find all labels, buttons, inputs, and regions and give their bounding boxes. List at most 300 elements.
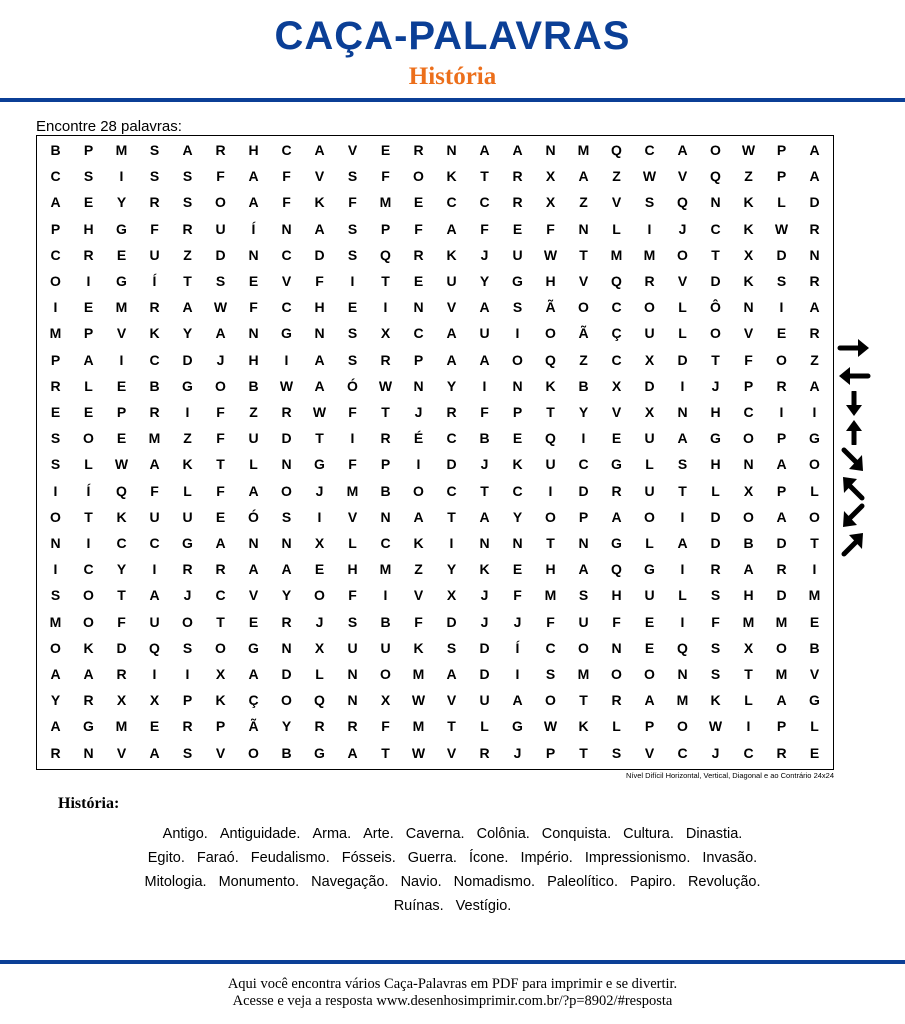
grid-letter: A bbox=[743, 561, 754, 578]
grid-letter: T bbox=[480, 482, 489, 499]
grid-letter: J bbox=[183, 587, 192, 604]
grid-letter: A bbox=[215, 535, 226, 551]
grid-letter: A bbox=[809, 299, 820, 316]
grid-letter: R bbox=[479, 744, 490, 761]
arrow-down-right-icon bbox=[836, 447, 872, 473]
grid-letter: Y bbox=[446, 377, 457, 394]
grid-letter: P bbox=[83, 325, 94, 342]
grid-letter: D bbox=[776, 587, 787, 604]
grid-letter: I bbox=[581, 430, 586, 447]
word-list-item: Feudalismo. bbox=[250, 850, 330, 866]
grid-letter: H bbox=[83, 220, 94, 237]
grid-letter: I bbox=[53, 299, 58, 316]
grid-letter: E bbox=[314, 561, 325, 578]
grid-letter: I bbox=[152, 666, 157, 682]
grid-letter: P bbox=[776, 168, 787, 185]
grid-letter: P bbox=[182, 692, 193, 709]
grid-letter: A bbox=[83, 666, 94, 682]
grid-letter: K bbox=[182, 456, 193, 473]
grid-letter: N bbox=[281, 456, 292, 473]
grid-cells bbox=[37, 136, 833, 769]
grid-letter: G bbox=[512, 273, 523, 289]
grid-letter: T bbox=[744, 666, 753, 682]
grid-letter: J bbox=[480, 587, 489, 604]
word-list-item: Paleolítico. bbox=[547, 874, 618, 890]
grid-letter: R bbox=[611, 482, 622, 499]
grid-letter: D bbox=[809, 194, 820, 211]
grid-letter: D bbox=[281, 666, 292, 682]
grid-letter: A bbox=[314, 142, 325, 158]
grid-letter: E bbox=[809, 744, 820, 761]
grid-letter: G bbox=[116, 220, 127, 237]
grid-letter: A bbox=[182, 142, 193, 158]
grid-letter: Q bbox=[545, 430, 556, 447]
grid-letter: S bbox=[710, 587, 721, 604]
grid-letter: L bbox=[678, 325, 687, 342]
grid-letter: N bbox=[578, 220, 589, 237]
grid-letter: O bbox=[50, 639, 61, 656]
grid-letter: N bbox=[611, 639, 622, 656]
word-list-item: Navegação. bbox=[311, 874, 389, 890]
grid-letter: S bbox=[50, 430, 61, 447]
grid-letter: S bbox=[677, 456, 688, 473]
grid-letter: O bbox=[743, 430, 754, 447]
grid-letter: U bbox=[644, 587, 655, 604]
grid-letter: R bbox=[776, 561, 787, 578]
grid-letter: N bbox=[413, 299, 424, 316]
grid-letter: K bbox=[149, 325, 160, 342]
grid-letter: A bbox=[446, 325, 457, 342]
grid-letter: S bbox=[446, 639, 457, 656]
instruction-text: Encontre 28 palavras: bbox=[36, 118, 182, 135]
grid-letter: I bbox=[548, 482, 553, 499]
grid-letter: N bbox=[281, 639, 292, 656]
grid-letter: D bbox=[710, 508, 721, 525]
grid-letter: A bbox=[776, 692, 787, 709]
grid-letter: K bbox=[512, 456, 523, 473]
grid-letter: R bbox=[776, 744, 787, 761]
grid-letter: B bbox=[479, 430, 490, 447]
grid-letter: E bbox=[50, 404, 61, 420]
grid-letter: R bbox=[512, 194, 523, 211]
grid-letter: U bbox=[380, 639, 391, 656]
grid-letter: X bbox=[743, 639, 754, 656]
grid-letter: M bbox=[115, 142, 128, 158]
grid-letter: A bbox=[83, 351, 94, 368]
grid-letter: Z bbox=[579, 351, 588, 368]
grid-letter: R bbox=[149, 404, 160, 420]
grid-letter: K bbox=[710, 692, 721, 709]
grid-letter: S bbox=[149, 168, 160, 185]
grid-letter: A bbox=[248, 168, 259, 185]
grid-letter: Í bbox=[251, 220, 256, 237]
grid-letter: E bbox=[809, 613, 820, 630]
grid-letter: V bbox=[611, 194, 622, 211]
grid-letter: Ç bbox=[611, 325, 622, 342]
grid-letter: U bbox=[149, 613, 160, 630]
grid-letter: C bbox=[446, 430, 457, 447]
grid-letter: R bbox=[149, 299, 160, 316]
grid-letter: F bbox=[216, 482, 225, 499]
grid-letter: U bbox=[149, 246, 160, 263]
grid-letter: O bbox=[215, 377, 226, 394]
grid-letter: Z bbox=[810, 351, 819, 368]
word-list-item: Cultura. bbox=[623, 826, 674, 842]
grid-letter: U bbox=[215, 220, 226, 237]
grid-letter: E bbox=[83, 299, 94, 316]
grid-letter: W bbox=[642, 168, 657, 185]
grid-letter: C bbox=[380, 535, 391, 551]
word-search-grid bbox=[36, 135, 834, 770]
grid-letter: R bbox=[83, 692, 94, 709]
grid-letter: V bbox=[446, 744, 457, 761]
grid-letter: S bbox=[611, 744, 622, 761]
grid-letter: I bbox=[53, 561, 58, 578]
grid-letter: C bbox=[677, 744, 688, 761]
grid-letter: Q bbox=[677, 639, 688, 656]
grid-letter: T bbox=[381, 273, 390, 289]
grid-letter: X bbox=[380, 692, 391, 709]
grid-letter: D bbox=[578, 482, 589, 499]
grid-letter: A bbox=[479, 299, 490, 316]
grid-letter: E bbox=[644, 639, 655, 656]
grid-letter: E bbox=[380, 142, 391, 158]
grid-letter: N bbox=[83, 744, 94, 761]
grid-letter: O bbox=[611, 666, 622, 682]
grid-letter: S bbox=[182, 168, 193, 185]
grid-letter: A bbox=[677, 142, 688, 158]
word-list-line bbox=[50, 894, 855, 918]
grid-letter: R bbox=[611, 692, 622, 709]
grid-letter: C bbox=[50, 168, 61, 185]
grid-letter: A bbox=[809, 168, 820, 185]
grid-letter: G bbox=[611, 456, 622, 473]
grid-letter: A bbox=[479, 508, 490, 525]
grid-letter: V bbox=[677, 168, 688, 185]
grid-letter: B bbox=[809, 639, 820, 656]
grid-letter: U bbox=[182, 508, 193, 525]
grid-letter: C bbox=[215, 587, 226, 604]
grid-letter: Y bbox=[512, 508, 523, 525]
grid-letter: Y bbox=[116, 194, 127, 211]
grid-letter: S bbox=[347, 613, 358, 630]
grid-letter: A bbox=[281, 561, 292, 578]
grid-letter: S bbox=[710, 666, 721, 682]
grid-letter: M bbox=[577, 666, 590, 682]
grid-letter: G bbox=[314, 456, 325, 473]
grid-letter: G bbox=[116, 273, 127, 289]
grid-letter: A bbox=[314, 220, 325, 237]
grid-letter: H bbox=[248, 142, 259, 158]
grid-letter: G bbox=[809, 692, 820, 709]
grid-letter: C bbox=[710, 220, 721, 237]
grid-letter: D bbox=[677, 351, 688, 368]
word-list-item: Papiro. bbox=[630, 874, 676, 890]
grid-letter: T bbox=[216, 456, 225, 473]
page-title: CAÇA-PALAVRAS bbox=[274, 14, 631, 58]
grid-letter: F bbox=[414, 220, 423, 237]
grid-letter: N bbox=[248, 325, 259, 342]
grid-letter: S bbox=[710, 639, 721, 656]
grid-letter: K bbox=[743, 220, 754, 237]
grid-letter: H bbox=[314, 299, 325, 316]
grid-letter: R bbox=[314, 718, 325, 735]
grid-letter: J bbox=[480, 613, 489, 630]
grid-letter: L bbox=[183, 482, 192, 499]
grid-letter: U bbox=[644, 325, 655, 342]
word-list-item: Colônia. bbox=[476, 826, 530, 842]
grid-letter: I bbox=[86, 273, 91, 289]
grid-letter: V bbox=[281, 273, 292, 289]
grid-letter: F bbox=[249, 299, 258, 316]
grid-letter: C bbox=[50, 246, 61, 263]
grid-letter: L bbox=[612, 220, 621, 237]
grid-letter: F bbox=[216, 404, 225, 420]
grid-letter: G bbox=[182, 535, 193, 551]
grid-letter: K bbox=[314, 194, 325, 211]
word-list-item: Caverna. bbox=[405, 826, 465, 842]
top-divider bbox=[0, 98, 905, 102]
grid-letter: J bbox=[414, 404, 423, 420]
grid-letter: O bbox=[380, 666, 391, 682]
grid-letter: T bbox=[84, 508, 93, 525]
grid-letter: T bbox=[216, 613, 225, 630]
grid-letter: E bbox=[116, 377, 127, 394]
grid-letter: O bbox=[776, 351, 787, 368]
grid-letter: F bbox=[117, 613, 126, 630]
grid-letter: A bbox=[149, 587, 160, 604]
grid-letter: M bbox=[544, 587, 557, 604]
grid-letter: N bbox=[479, 535, 490, 551]
grid-letter: F bbox=[150, 220, 159, 237]
grid-letter: U bbox=[644, 482, 655, 499]
grid-letter: P bbox=[380, 220, 391, 237]
grid-letter: X bbox=[380, 325, 391, 342]
grid-letter: O bbox=[83, 430, 94, 447]
grid-letter: A bbox=[149, 456, 160, 473]
word-list-item: Navio. bbox=[400, 874, 442, 890]
grid-letter: L bbox=[84, 456, 93, 473]
grid-letter: I bbox=[680, 613, 685, 630]
grid-letter: K bbox=[116, 508, 127, 525]
grid-letter: G bbox=[182, 377, 193, 394]
grid-letter: Z bbox=[183, 430, 192, 447]
grid-letter: N bbox=[347, 692, 358, 709]
grid-letter: I bbox=[515, 666, 520, 682]
word-list-item: Monumento. bbox=[218, 874, 300, 890]
grid-letter: K bbox=[413, 639, 424, 656]
grid-letter: M bbox=[775, 666, 788, 682]
grid-letter: X bbox=[446, 587, 457, 604]
grid-letter: E bbox=[413, 273, 424, 289]
grid-letter: N bbox=[677, 666, 688, 682]
grid-letter: S bbox=[281, 508, 292, 525]
grid-letter: B bbox=[578, 377, 589, 394]
grid-letter: P bbox=[644, 718, 655, 735]
grid-letter: S bbox=[347, 246, 358, 263]
grid-letter: Í bbox=[515, 639, 520, 656]
grid-letter: M bbox=[577, 142, 590, 158]
grid-letter: R bbox=[347, 718, 358, 735]
word-list-item: Nomadismo. bbox=[453, 874, 536, 890]
grid-letter: U bbox=[545, 456, 556, 473]
grid-letter: Z bbox=[249, 404, 258, 420]
grid-letter: Q bbox=[611, 561, 622, 578]
grid-letter: A bbox=[182, 299, 193, 316]
grid-letter: T bbox=[810, 535, 819, 551]
footer-line-2: Acesse e veja a resposta www.desenhosimprimir.com.br/?p=8902/#resposta bbox=[232, 993, 673, 1009]
grid-letter: N bbox=[281, 535, 292, 551]
grid-letter: C bbox=[611, 351, 622, 368]
grid-letter: Z bbox=[612, 168, 621, 185]
word-list-item: Arma. bbox=[312, 826, 352, 842]
grid-letter: Ô bbox=[710, 299, 721, 316]
grid-letter: F bbox=[348, 194, 357, 211]
arrow-up-icon bbox=[836, 419, 872, 445]
grid-letter: D bbox=[776, 535, 787, 551]
grid-letter: J bbox=[480, 456, 489, 473]
grid-letter: O bbox=[644, 508, 655, 525]
grid-letter: G bbox=[644, 561, 655, 578]
grid-letter: N bbox=[347, 666, 358, 682]
grid-letter: H bbox=[545, 561, 556, 578]
grid-letter: A bbox=[248, 194, 259, 211]
grid-letter: P bbox=[776, 718, 787, 735]
grid-letter: L bbox=[612, 718, 621, 735]
grid-letter: O bbox=[50, 273, 61, 289]
grid-letter: W bbox=[708, 718, 723, 735]
grid-letter: M bbox=[115, 299, 128, 316]
grid-letter: O bbox=[50, 508, 61, 525]
grid-letter: X bbox=[644, 351, 655, 368]
grid-letter: P bbox=[512, 404, 523, 420]
grid-letter: H bbox=[347, 561, 358, 578]
grid-letter: F bbox=[348, 587, 357, 604]
grid-letter: Ó bbox=[347, 377, 358, 394]
grid-letter: I bbox=[812, 561, 817, 578]
grid-letter: E bbox=[149, 718, 160, 735]
grid-letter: O bbox=[413, 482, 424, 499]
grid-letter: T bbox=[579, 246, 588, 263]
grid-letter: F bbox=[348, 404, 357, 420]
grid-letter: Y bbox=[116, 561, 127, 578]
grid-letter: A bbox=[479, 351, 490, 368]
grid-letter: V bbox=[248, 587, 259, 604]
grid-letter: E bbox=[83, 404, 94, 420]
grid-letter: N bbox=[743, 299, 754, 316]
grid-letter: F bbox=[315, 273, 324, 289]
grid-letter: I bbox=[515, 325, 520, 342]
grid-letter: F bbox=[282, 168, 291, 185]
word-list bbox=[50, 822, 855, 918]
grid-letter: M bbox=[775, 613, 788, 630]
grid-letter: N bbox=[710, 194, 721, 211]
grid-letter: W bbox=[279, 377, 294, 394]
grid-letter: N bbox=[50, 535, 61, 551]
grid-letter: S bbox=[347, 168, 358, 185]
grid-letter: R bbox=[380, 351, 391, 368]
grid-letter: A bbox=[149, 744, 160, 761]
grid-letter: T bbox=[117, 587, 126, 604]
grid-letter: F bbox=[381, 718, 390, 735]
grid-letter: Í bbox=[86, 482, 91, 499]
grid-letter: N bbox=[248, 535, 259, 551]
grid-letter: V bbox=[644, 744, 655, 761]
grid-letter: P bbox=[776, 142, 787, 158]
grid-letter: O bbox=[512, 351, 523, 368]
grid-letter: Y bbox=[182, 325, 193, 342]
grid-letter: I bbox=[779, 299, 784, 316]
grid-letter: M bbox=[676, 692, 689, 709]
grid-letter: B bbox=[380, 613, 391, 630]
grid-letter: M bbox=[49, 325, 62, 342]
grid-letter: X bbox=[743, 246, 754, 263]
grid-letter: K bbox=[83, 639, 94, 656]
grid-letter: R bbox=[281, 613, 292, 630]
grid-letter: Q bbox=[314, 692, 325, 709]
grid-letter: B bbox=[743, 535, 754, 551]
grid-letter: M bbox=[115, 718, 128, 735]
word-list-item: Antigo. bbox=[162, 826, 208, 842]
grid-letter: S bbox=[215, 273, 226, 289]
grid-letter: P bbox=[380, 456, 391, 473]
grid-letter: M bbox=[49, 613, 62, 630]
page-subtitle: História bbox=[408, 63, 497, 90]
grid-letter: M bbox=[412, 718, 425, 735]
grid-letter: C bbox=[149, 535, 160, 551]
grid-letter: I bbox=[383, 587, 388, 604]
grid-letter: C bbox=[413, 325, 424, 342]
grid-letter: C bbox=[644, 142, 655, 158]
grid-letter: E bbox=[413, 194, 424, 211]
grid-letter: L bbox=[645, 535, 654, 551]
grid-letter: T bbox=[546, 535, 555, 551]
grid-letter: S bbox=[776, 273, 787, 289]
grid-letter: T bbox=[315, 430, 324, 447]
word-list-item: Arte. bbox=[363, 826, 394, 842]
grid-letter: I bbox=[416, 456, 421, 473]
grid-letter: D bbox=[215, 246, 226, 263]
grid-letter: J bbox=[480, 246, 489, 263]
word-list-line bbox=[50, 846, 855, 870]
grid-letter: R bbox=[215, 142, 226, 158]
grid-letter: F bbox=[711, 613, 720, 630]
grid-letter: R bbox=[446, 404, 457, 420]
grid-letter: A bbox=[776, 508, 787, 525]
grid-letter: N bbox=[281, 220, 292, 237]
grid-letter: L bbox=[249, 456, 258, 473]
grid-letter: W bbox=[543, 718, 558, 735]
footer bbox=[0, 976, 905, 1010]
grid-letter: D bbox=[644, 377, 655, 394]
grid-letter: M bbox=[379, 561, 392, 578]
grid-letter: I bbox=[119, 351, 124, 368]
word-list-item: Antiguidade. bbox=[219, 826, 301, 842]
grid-letter: T bbox=[447, 508, 456, 525]
grid-letter: A bbox=[248, 666, 259, 682]
grid-letter: A bbox=[809, 377, 820, 394]
grid-letter: I bbox=[185, 404, 190, 420]
grid-letter: O bbox=[83, 613, 94, 630]
grid-letter: O bbox=[545, 692, 556, 709]
grid-letter: Y bbox=[50, 692, 61, 709]
grid-letter: G bbox=[710, 430, 721, 447]
grid-letter: E bbox=[116, 430, 127, 447]
grid-letter: V bbox=[578, 273, 589, 289]
word-list-line bbox=[50, 870, 855, 894]
grid-letter: I bbox=[746, 718, 751, 735]
grid-letter: M bbox=[808, 587, 821, 604]
